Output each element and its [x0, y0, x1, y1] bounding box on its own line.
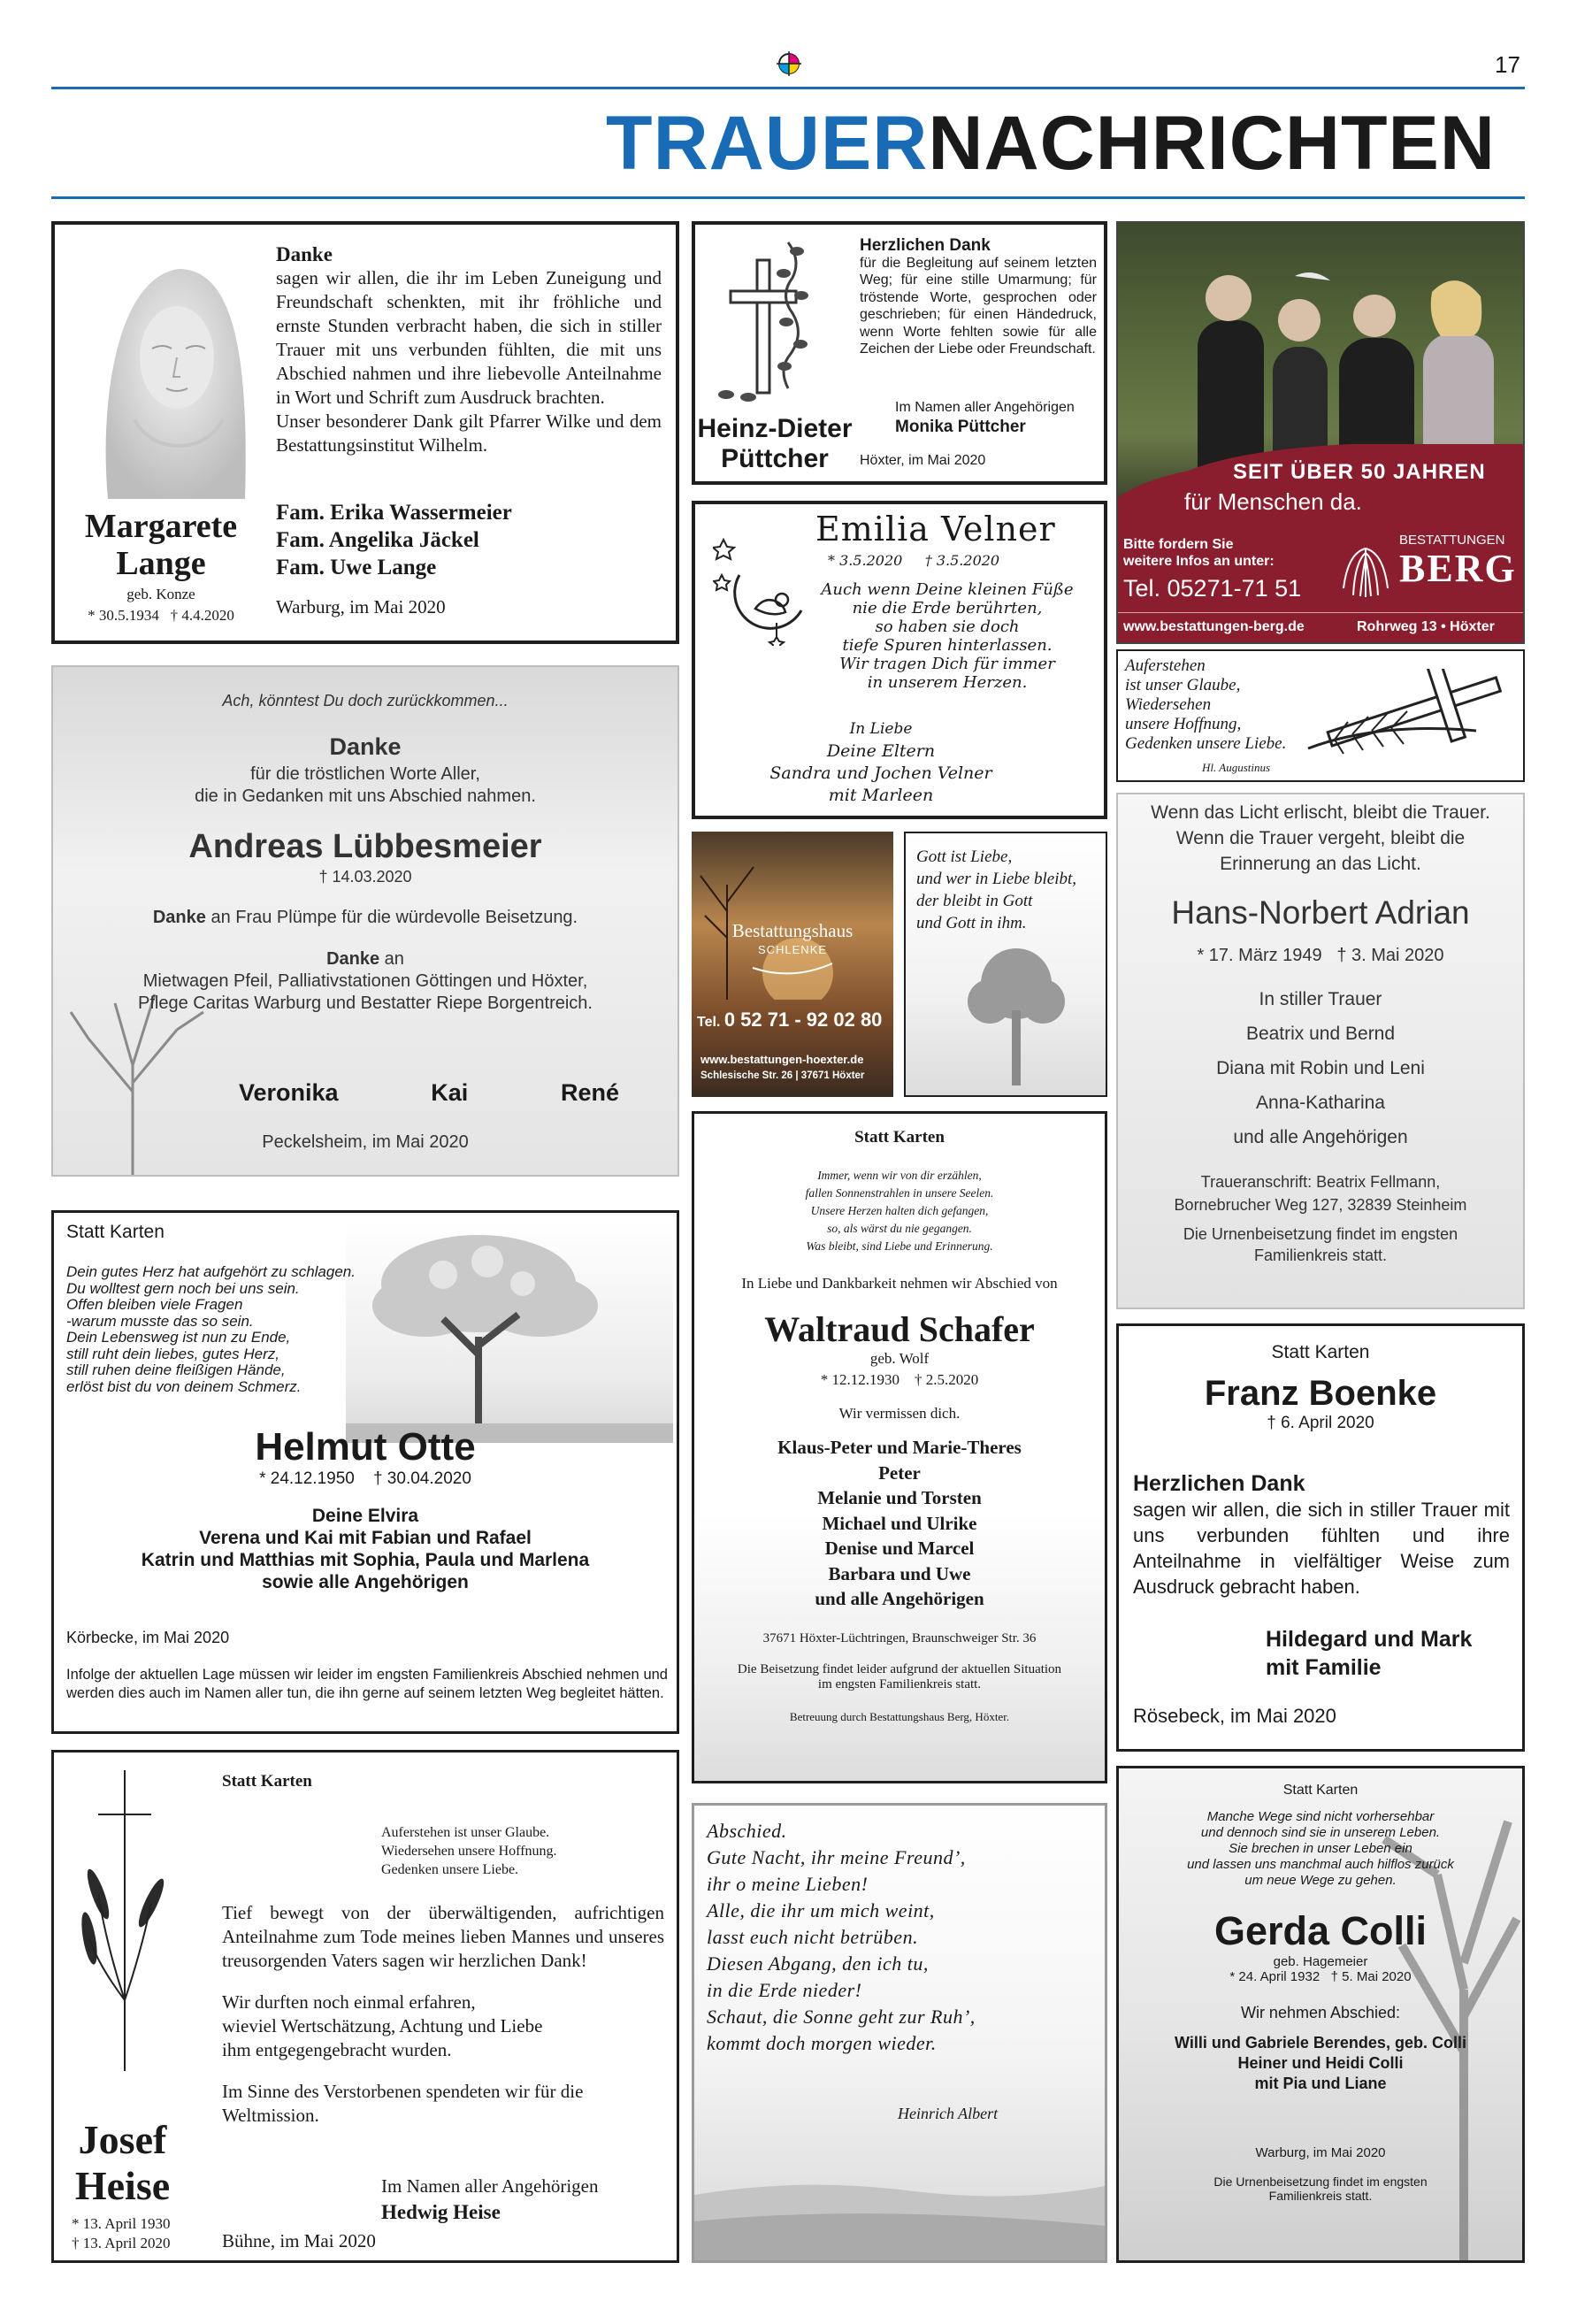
luebbesmeier-date: † 14.03.2020 — [318, 868, 412, 886]
schlenke-brand-sub: SCHLENKE — [757, 943, 828, 956]
puettcher-name-first: Heinz-Dieter — [697, 414, 853, 443]
luebbesmeier-thanks2-rest: an — [379, 949, 404, 969]
abschied-line-6: Diesen Abgang, den ich tu, — [707, 1952, 929, 1975]
otte-dates: * 24.12.1950 † 30.04.2020 — [259, 1469, 471, 1488]
heise-motto-3: Gedenken unsere Liebe. — [381, 1862, 519, 1877]
luebbesmeier-thanks1-rest: an Frau Plümpe für die würdevolle Beisetzung. — [205, 908, 578, 927]
colli-note1: Die Urnenbeisetzung findet im engsten — [1213, 2174, 1428, 2189]
heise-statt: Statt Karten — [222, 1772, 312, 1791]
adrian-motto3: Erinnerung an das Licht. — [1220, 854, 1421, 874]
boenke-date: † 6. April 2020 — [1267, 1414, 1374, 1432]
heise-died: † 13. April 2020 — [72, 2235, 171, 2251]
heise-motto-1: Auferstehen ist unser Glaube. — [381, 1825, 550, 1840]
abschied-line-7: in die Erde nieder! — [707, 1979, 862, 2001]
boenke-heading: Herzlichen Dank — [1133, 1471, 1305, 1496]
heise-name-last: Heise — [74, 2163, 171, 2208]
velner-sign-2: Deine Eltern — [826, 741, 936, 761]
otte-mourner-4: sowie alle Angehörigen — [262, 1572, 469, 1592]
heise-name-first: Josef — [78, 2117, 167, 2162]
heise-p2a: Wir durften noch einmal erfahren, — [222, 1991, 476, 2013]
adrian-note1: Die Urnenbeisetzung findet im engsten — [1183, 1225, 1458, 1243]
adrian-address2: Bornebrucher Weg 127, 32839 Steinheim — [1174, 1196, 1467, 1214]
abschied-line-4: Alle, die ihr um mich weint, — [707, 1899, 935, 1921]
moon-baby-image — [713, 522, 819, 646]
page-number: 17 — [1495, 51, 1520, 78]
luebbesmeier-signer-2: Kai — [431, 1079, 469, 1106]
velner-dates: * 3.5.2020 † 3.5.2020 — [828, 552, 1000, 569]
boenke-body: sagen wir allen, die sich in stiller Trauer mit uns verbunden fühlten und ihre Anteilnahme in vielfältiger Weise zum Ausdruck gebracht haben. — [1133, 1499, 1510, 1598]
adrian-dates: * 17. März 1949 † 3. Mai 2020 — [1197, 946, 1444, 965]
augustinus-line-5: Gedenken unsere Liebe. — [1125, 734, 1287, 753]
augustinus-author: Hl. Augustinus — [1202, 761, 1271, 774]
notice-josef-heise — [51, 1750, 679, 2263]
colli-poem-4: und lassen uns manchmal auch hilflos zurück — [1187, 1857, 1454, 1872]
velner-poem-5: Wir tragen Dich für immer — [839, 655, 1055, 673]
notice-waltraud-schafer — [692, 1111, 1107, 1783]
schafer-mourner-6: Barbara und Uwe — [828, 1562, 971, 1584]
schafer-mourner-3: Melanie und Torsten — [817, 1487, 982, 1508]
schafer-poem-4: so, als wärst du nie gegangen. — [827, 1222, 972, 1235]
schafer-care: Betreuung durch Bestattungshaus Berg, Höxter. — [789, 1709, 1010, 1723]
otte-poem-3: Offen bleiben viele Fragen — [66, 1296, 243, 1313]
puettcher-place: Höxter, im Mai 2020 — [860, 453, 986, 468]
adrian-mourner-5: und alle Angehörigen — [1233, 1127, 1408, 1147]
schafer-poem-5: Was bleibt, sind Liebe und Erinnerung. — [806, 1239, 993, 1253]
berg-brand-small: BESTATTUNGEN — [1399, 533, 1505, 548]
heise-p2c: ihm entgegengebracht wurden. — [222, 2039, 452, 2060]
gott-line-4: und Gott in ihm. — [916, 914, 1027, 932]
augustinus-line-2: ist unser Glaube, — [1125, 676, 1241, 694]
adrian-address1: Traueranschrift: Beatrix Fellmann, — [1200, 1173, 1441, 1191]
puettcher-signer: Monika Püttcher — [895, 418, 1026, 436]
heise-place: Bühne, im Mai 2020 — [222, 2230, 376, 2251]
schafer-mourner-1: Klaus-Peter und Marie-Theres — [777, 1437, 1022, 1458]
berg-banner-line1: SEIT ÜBER 50 JAHREN — [1233, 460, 1486, 484]
heise-sign-intro: Im Namen aller Angehörigen — [381, 2175, 599, 2197]
otte-poem-4: -warum musste das so sein. — [66, 1312, 254, 1330]
colli-mourner-3: mit Pia und Liane — [1254, 2075, 1387, 2092]
schlenke-brand: Bestattungshaus — [731, 920, 854, 941]
schafer-name: Waltraud Schafer — [764, 1309, 1035, 1349]
schafer-miss: Wir vermissen dich. — [838, 1405, 961, 1422]
otte-poem-1: Dein gutes Herz hat aufgehört zu schlagen. — [66, 1263, 356, 1280]
heise-p1: Tief bewegt von der überwältigenden, aufrichtigen Anteilnahme zum Tode meines lieben Mannes und unseres treusorgenden Vaters sagen wir herzlichen Dank! — [222, 1902, 664, 1971]
luebbesmeier-thanks1-bold: Danke — [152, 908, 206, 927]
luebbesmeier-thanks2-line3: Pflege Caritas Warburg und Bestatter Riepe Borgentreich. — [138, 993, 593, 1013]
luebbesmeier-thanks2-bold: Danke — [326, 949, 380, 969]
lange-name-last: Lange — [116, 545, 206, 582]
page-title-part2: NACHRICHTEN — [928, 101, 1496, 186]
otte-poem-5: Dein Lebensweg ist nun zu Ende, — [66, 1329, 291, 1346]
puettcher-heading: Herzlichen Dank — [860, 236, 991, 255]
header-rule-top — [51, 87, 1525, 89]
heise-p2b: wieviel Wertschätzung, Achtung und Liebe — [222, 2015, 543, 2036]
adrian-motto1: Wenn das Licht erlischt, bleibt die Trauer. — [1151, 802, 1490, 823]
velner-poem-2: nie die Erde berührten, — [852, 599, 1043, 617]
adrian-motto2: Wenn die Trauer vergeht, bleibt die — [1175, 828, 1466, 848]
adrian-mourner-4: Anna-Katharina — [1256, 1093, 1385, 1113]
notice-emilia-velner — [692, 501, 1107, 819]
boenke-name: Franz Boenke — [1204, 1374, 1437, 1413]
colli-poem-1: Manche Wege sind nicht vorhersehbar — [1206, 1809, 1435, 1824]
gott-line-2: und wer in Liebe bleibt, — [916, 870, 1077, 888]
adrian-note2: Familienkreis statt. — [1253, 1246, 1388, 1264]
schafer-intro: In Liebe und Dankbarkeit nehmen wir Abschied von — [741, 1275, 1058, 1292]
abschied-line-3: ihr o meine Lieben! — [707, 1873, 869, 1895]
schafer-mourner-4: Michael und Ulrike — [822, 1512, 977, 1534]
abschied-author: Heinrich Albert — [898, 2105, 999, 2122]
colli-mourner-1: Willi und Gabriele Berendes, geb. Colli — [1175, 2034, 1466, 2052]
berg-willow-icon — [1339, 531, 1392, 602]
otte-mourner-1: Deine Elvira — [311, 1506, 419, 1526]
otte-place: Körbecke, im Mai 2020 — [66, 1629, 230, 1646]
velner-poem-4: tiefe Spuren hinterlassen. — [842, 636, 1053, 655]
adrian-mourner-2: Beatrix und Bernd — [1245, 1024, 1396, 1044]
augustinus-line-3: Wiedersehen — [1125, 695, 1212, 714]
colli-intro: Wir nehmen Abschied: — [1240, 2004, 1401, 2021]
colli-dates: * 24. April 1932 † 5. Mai 2020 — [1229, 1969, 1412, 1984]
luebbesmeier-line1: für die tröstlichen Worte Aller, — [250, 764, 480, 784]
luebbesmeier-thanks2-line2: Mietwagen Pfeil, Palliativstationen Göttingen und Höxter, — [142, 971, 588, 991]
abschied-line-9: kommt doch morgen wieder. — [707, 2032, 937, 2054]
lange-dates: * 30.5.1934 † 4.4.2020 — [88, 607, 234, 624]
augustinus-line-4: unsere Hoffnung, — [1125, 715, 1242, 733]
header-rule-bottom — [51, 196, 1525, 199]
notice-abschied-poem — [692, 1803, 1107, 2263]
berg-phone[interactable]: Tel. 05271-71 51 — [1123, 575, 1302, 602]
heise-born: * 13. April 1930 — [72, 2215, 171, 2232]
puettcher-sign-intro: Im Namen aller Angehörigen — [895, 400, 1075, 415]
schlenke-swoosh-icon — [748, 959, 837, 977]
lange-born-name: geb. Konze — [126, 586, 195, 602]
schafer-mourner-5: Denise und Marcel — [824, 1538, 975, 1559]
schafer-poem-1: Immer, wenn wir von dir erzählen, — [817, 1169, 982, 1182]
luebbesmeier-motto: Ach, könntest Du doch zurückkommen... — [222, 692, 509, 709]
gott-line-3: der bleibt in Gott — [916, 892, 1033, 910]
field-landscape-image — [694, 2142, 1105, 2260]
berg-banner-line2: für Menschen da. — [1184, 488, 1362, 515]
berg-info-line2: weitere Infos an unter: — [1123, 554, 1275, 569]
velner-sign-4: mit Marleen — [828, 786, 934, 805]
abschied-line-2: Gute Nacht, ihr meine Freund’, — [707, 1846, 966, 1868]
notice-hans-norbert-adrian — [1116, 793, 1525, 1309]
lange-heading: Danke — [276, 243, 333, 265]
colli-poem-5: um neue Wege zu gehen. — [1244, 1873, 1397, 1888]
berg-address: Rohrweg 13 • Höxter — [1357, 619, 1495, 634]
lone-tree-image — [950, 940, 1083, 1090]
cross-ivy-image — [708, 234, 832, 402]
colli-place: Warburg, im Mai 2020 — [1255, 2145, 1386, 2160]
colli-mourner-2: Heiner und Heidi Colli — [1237, 2054, 1404, 2072]
notice-margarete-lange — [51, 221, 679, 644]
puettcher-body: für die Begleitung auf seinem letzten Weg; für eine stille Umarmung; für tröstende Worte, gesprochen oder geschrieben; für einen Händedruck, wenn Worte fehlten sowie für alle Zeichen der Liebe oder Freundschaft. — [860, 255, 1097, 357]
berg-brand-big: BERG — [1399, 547, 1517, 590]
otte-poem-7: still ruhen deine fleißigen Hände, — [66, 1361, 286, 1378]
madonna-image — [81, 242, 258, 499]
schlenke-address: Schlesische Str. 26 | 37671 Höxter — [700, 1070, 865, 1081]
schafer-born-name: geb. Wolf — [869, 1350, 930, 1367]
luebbesmeier-place: Peckelsheim, im Mai 2020 — [262, 1132, 469, 1152]
registration-mark-icon — [777, 51, 801, 76]
notice-puettcher — [692, 221, 1107, 485]
boenke-sign2: mit Familie — [1266, 1655, 1382, 1680]
otte-poem-6: still ruht dein liebes, gutes Herz, — [66, 1345, 279, 1362]
luebbesmeier-signer-1: Veronika — [239, 1079, 339, 1106]
colli-note2: Familienkreis statt. — [1268, 2189, 1373, 2203]
schafer-note1: Die Beisetzung findet leider aufgrund der aktuellen Situation — [737, 1661, 1062, 1676]
schafer-mourner-2: Peter — [878, 1461, 921, 1484]
velner-name: Emilia Velner — [815, 510, 1056, 548]
blossom-tree-image — [346, 1222, 673, 1443]
schafer-mourner-7: und alle Angehörigen — [815, 1588, 984, 1609]
notice-helmut-otte — [51, 1210, 679, 1734]
schlenke-phone-prefix: Tel. — [697, 1015, 721, 1030]
velner-sign-3: Sandra und Jochen Velner — [769, 763, 992, 783]
puettcher-name-last: Püttcher — [721, 444, 829, 473]
boenke-statt: Statt Karten — [1271, 1342, 1370, 1362]
lange-family-1: Fam. Erika Wassermeier — [276, 501, 512, 525]
gott-line-1: Gott ist Liebe, — [916, 848, 1013, 866]
heise-signer: Hedwig Heise — [381, 2201, 501, 2223]
colli-poem-3: Sie brechen in unser Leben ein — [1229, 1841, 1412, 1856]
adrian-name: Hans-Norbert Adrian — [1171, 894, 1470, 931]
otte-poem-8: erlöst bist du von deinem Schmerz. — [66, 1377, 302, 1395]
otte-statt: Statt Karten — [66, 1222, 165, 1242]
schlenke-url[interactable]: www.bestattungen-hoexter.de — [700, 1053, 864, 1066]
lange-family-2: Fam. Angelika Jäckel — [276, 528, 479, 552]
colli-born-name: geb. Hagemeier — [1273, 1954, 1368, 1969]
heise-p3: Im Sinne des Verstorbenen spendeten wir für die Weltmission. — [222, 2081, 584, 2126]
page-title-part1: TRAUER — [606, 101, 929, 186]
otte-note: Infolge der aktuellen Lage müssen wir leider im engsten Familienkreis Abschied nehmen und werden dies auch im Namen aller tun, die ihn gerne auf seinem letzten Weg begleitet hätten. — [66, 1667, 668, 1701]
abschied-line-5: lasst euch nicht betrüben. — [707, 1926, 919, 1948]
boenke-place: Rösebeck, im Mai 2020 — [1133, 1705, 1336, 1727]
colli-poem-2: und dennoch sind sie in unserem Leben. — [1200, 1825, 1441, 1840]
berg-banner — [1118, 444, 1523, 524]
abschied-line-8: Schaut, die Sonne geht zur Ruh’, — [707, 2006, 976, 2028]
luebbesmeier-line2: die in Gedanken mit uns Abschied nahmen. — [195, 786, 536, 806]
velner-poem-3: so haben sie doch — [875, 617, 1020, 636]
luebbesmeier-heading: Danke — [329, 733, 402, 760]
page-title — [606, 99, 1496, 188]
notice-gerda-colli — [1116, 1766, 1525, 2263]
schafer-statt: Statt Karten — [854, 1128, 945, 1147]
schafer-dates: * 12.12.1930 † 2.5.2020 — [820, 1371, 979, 1388]
luebbesmeier-signer-3: René — [560, 1079, 619, 1106]
cross-wheat-image — [72, 1770, 178, 2071]
lange-body: sagen wir allen, die ihr im Leben Zuneigung und Freundschaft schenkten, mit ihr fröhliche und ernste Stunden verbracht haben, die sich in stiller Trauer mit uns verbunden fühlten, die mit uns Abschied nahmen und ihre liebevolle Anteilnahme in Wort und Schrift zum Ausdruck brachten. — [276, 267, 662, 408]
boenke-sign1: Hildegard und Mark — [1266, 1627, 1473, 1652]
berg-info-panel — [1118, 524, 1523, 644]
otte-mourner-3: Katrin und Matthias mit Sophia, Paula und Marlena — [141, 1550, 590, 1570]
lange-name-first: Margarete — [84, 508, 238, 545]
otte-poem-2: Du wolltest gern noch bei uns sein. — [66, 1279, 300, 1297]
luebbesmeier-name: Andreas Lübbesmeier — [188, 828, 542, 865]
schafer-note2: im engsten Familienkreis statt. — [817, 1676, 982, 1691]
lange-family-3: Fam. Uwe Lange — [276, 556, 437, 579]
abschied-line-1: Abschied. — [707, 1820, 787, 1842]
notice-franz-boenke — [1116, 1323, 1525, 1752]
velner-poem-6: in unserem Herzen. — [867, 673, 1028, 692]
schlenke-ad[interactable] — [692, 832, 893, 1097]
adrian-mourner-3: Diana mit Robin und Leni — [1216, 1058, 1425, 1078]
notice-augustinus — [1116, 649, 1525, 782]
berg-info-line1: Bitte fordern Sie — [1123, 537, 1234, 552]
berg-url[interactable]: www.bestattungen-berg.de — [1123, 619, 1305, 634]
cross-palm-icon — [1299, 669, 1520, 757]
heise-motto-2: Wiedersehen unsere Hoffnung. — [381, 1844, 557, 1859]
schlenke-phone[interactable]: 0 52 71 - 92 02 80 — [723, 1009, 883, 1031]
notice-andreas-luebbesmeier — [51, 665, 679, 1177]
otte-name: Helmut Otte — [255, 1425, 476, 1469]
schafer-poem-2: fallen Sonnenstrahlen in unsere Seelen. — [805, 1186, 994, 1200]
berg-ad[interactable] — [1116, 221, 1525, 644]
velner-sign-1: In Liebe — [849, 720, 913, 738]
augustinus-line-1: Auferstehen — [1125, 656, 1206, 675]
lange-place: Warburg, im Mai 2020 — [276, 596, 446, 617]
notice-gott-ist-liebe — [904, 832, 1107, 1097]
colli-name: Gerda Colli — [1213, 1908, 1428, 1953]
colli-statt: Statt Karten — [1282, 1783, 1359, 1798]
otte-mourner-2: Verena und Kai mit Fabian und Rafael — [199, 1528, 532, 1548]
adrian-mourner-1: In stiller Trauer — [1259, 989, 1382, 1009]
schafer-address: 37671 Höxter-Lüchtringen, Braunschweiger Str. 36 — [762, 1630, 1037, 1645]
lange-body2: Unser besonderer Dank gilt Pfarrer Wilke und dem Bestattungsinstitut Wilhelm. — [276, 410, 662, 456]
schafer-poem-3: Unsere Herzen halten dich gefangen, — [810, 1204, 989, 1217]
velner-poem-1: Auch wenn Deine kleinen Füße — [821, 580, 1074, 599]
